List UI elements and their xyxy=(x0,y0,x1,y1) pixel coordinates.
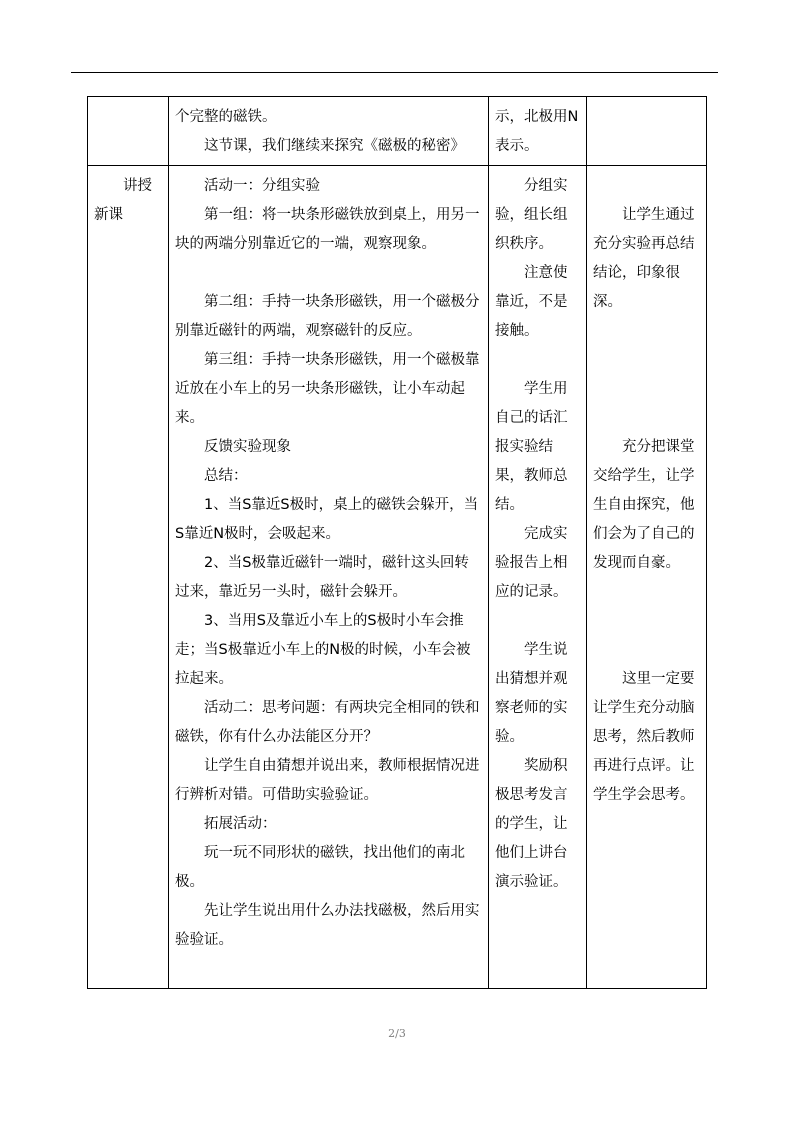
content-paragraph: 1、当S靠近S极时，桌上的磁铁会躲开，当S靠近N极时，会吸起来。 xyxy=(175,497,479,542)
content-paragraph: 3、当用S及靠近小车上的S极时小车会推走；当S极靠近小车上的N极的时候，小车会被拉起来。 xyxy=(175,613,471,687)
student-paragraph: 分组实验，组长组织秩序。 xyxy=(495,178,568,252)
student-activity-cell xyxy=(489,166,587,989)
student-paragraph: 奖励积极思考发言的学生，让他们上讲台演示验证。 xyxy=(495,758,568,890)
content-paragraph: 让学生自由猜想并说出来，教师根据情况进行辨析对错。可借助实验验证。 xyxy=(175,758,480,803)
header-rule xyxy=(71,72,718,73)
table-row xyxy=(88,97,707,166)
content-paragraph: 第一组：将一块条形磁铁放到桌上，用另一块的两端分别靠近它的一端，观察现象。 xyxy=(175,207,480,252)
student-paragraph: 学生用自己的话汇报实验结果，教师总结。 xyxy=(495,381,568,513)
content-cell xyxy=(169,166,489,989)
intent-paragraph: 充分把课堂交给学生，让学生自由探究，他们会为了自己的发现而自豪。 xyxy=(593,439,695,571)
student-paragraph: 完成实验报告上相应的记录。 xyxy=(495,526,568,600)
student-activity-cell xyxy=(489,97,587,166)
content-paragraph: 2、当S极靠近磁针一端时，磁针这头回转过来，靠近另一头时，磁针会躲开。 xyxy=(175,555,469,600)
intent-paragraph: 让学生通过充分实验再总结结论，印象很深。 xyxy=(593,207,695,310)
content-paragraph: 活动一：分组实验 xyxy=(204,178,320,194)
table-row xyxy=(88,166,707,989)
lesson-plan-table xyxy=(87,96,707,989)
content-paragraph: 活动二：思考问题：有两块完全相同的铁和磁铁，你有什么办法能区分开？ xyxy=(175,700,480,745)
stage-cell xyxy=(88,166,169,989)
content-paragraph: 第三组：手持一块条形磁铁，用一个磁极靠近放在小车上的另一块条形磁铁，让小车动起来。 xyxy=(175,352,480,426)
content-cell xyxy=(169,97,489,166)
student-paragraph: 注意使靠近，不是接触。 xyxy=(495,265,568,339)
content-paragraph: 总结： xyxy=(204,468,248,484)
content-paragraph: 第二组：手持一块条形磁铁，用一个磁极分别靠近磁针的两端，观察磁针的反应。 xyxy=(175,294,480,339)
student-paragraph: 学生说出猜想并观察老师的实验。 xyxy=(495,642,568,745)
content-paragraph: 先让学生说出用什么办法找磁极，然后用实验验证。 xyxy=(175,903,480,948)
content-paragraph: 拓展活动： xyxy=(204,816,277,832)
content-paragraph: 玩一玩不同形状的磁铁，找出他们的南北极。 xyxy=(175,845,465,890)
content-paragraph: 个完整的磁铁。 xyxy=(175,109,277,125)
content-paragraph: 这节课，我们继续来探究《磁极的秘密》 xyxy=(204,138,465,154)
stage-label: 讲授新课 xyxy=(94,178,152,223)
student-paragraph: 示，北极用N表示。 xyxy=(495,109,579,154)
page-number: 2/3 xyxy=(388,1027,406,1040)
content-paragraph: 反馈实验现象 xyxy=(204,439,291,455)
design-intent-cell xyxy=(587,166,707,989)
stage-cell xyxy=(88,97,169,166)
intent-paragraph: 这里一定要让学生充分动脑思考，然后教师再进行点评。让学生学会思考。 xyxy=(593,671,695,803)
design-intent-cell xyxy=(587,97,707,166)
